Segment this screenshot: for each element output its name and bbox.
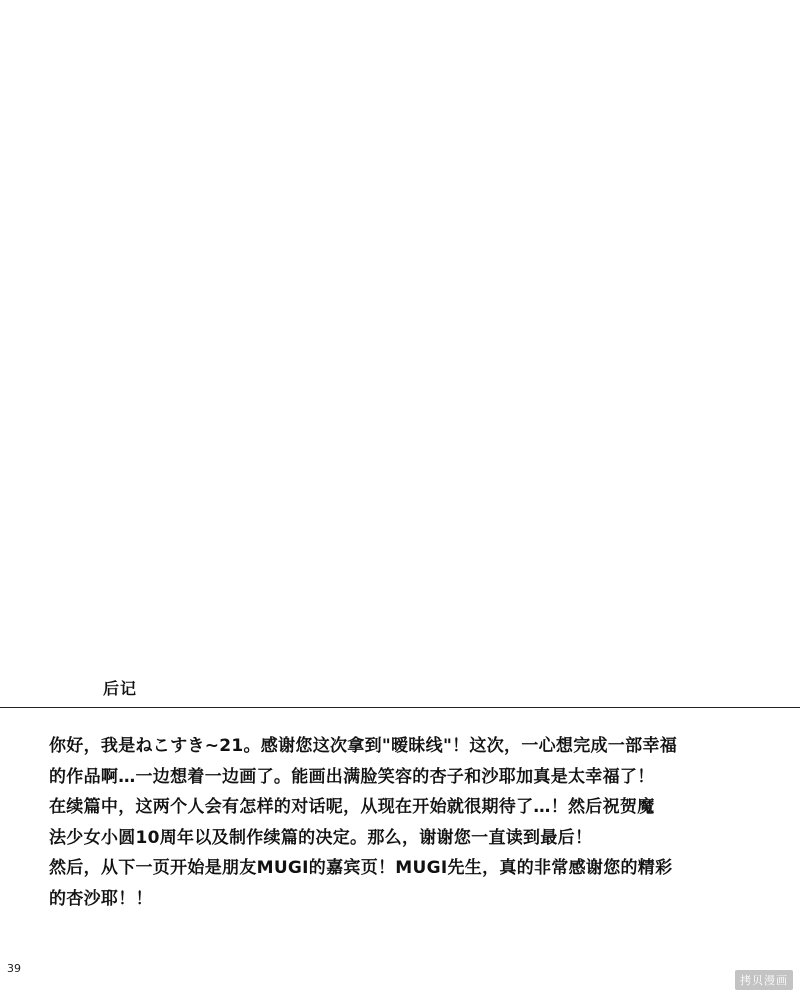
afterword-line-3: 在续篇中，这两个人会有怎样的对话呢，从现在开始就很期待了…！然后祝贺魔 (49, 797, 655, 817)
afterword-heading: 后记 (103, 679, 138, 698)
afterword-line-5: 然后，从下一页开始是朋友MUGI的嘉宾页！MUGI先生，真的非常感谢您的精彩 (49, 858, 673, 878)
afterword-line-1: 你好，我是ねこすき~21。感谢您这次拿到"暧昧线"！这次，一心想完成一部幸福 (49, 736, 678, 756)
afterword-line-2: 的作品啊…一边想着一边画了。能画出满脸笑容的杏子和沙耶加真是太幸福了！ (49, 766, 655, 787)
afterword-line-6: 的杏沙耶！！ (49, 888, 153, 909)
watermark: 拷贝漫画 (735, 970, 793, 990)
page-number: 39 (7, 962, 21, 975)
afterword-body (49, 731, 769, 914)
divider-line (0, 707, 800, 708)
afterword-line-4: 法少女小圆10周年以及制作续篇的决定。那么，谢谢您一直读到最后！ (49, 827, 593, 848)
